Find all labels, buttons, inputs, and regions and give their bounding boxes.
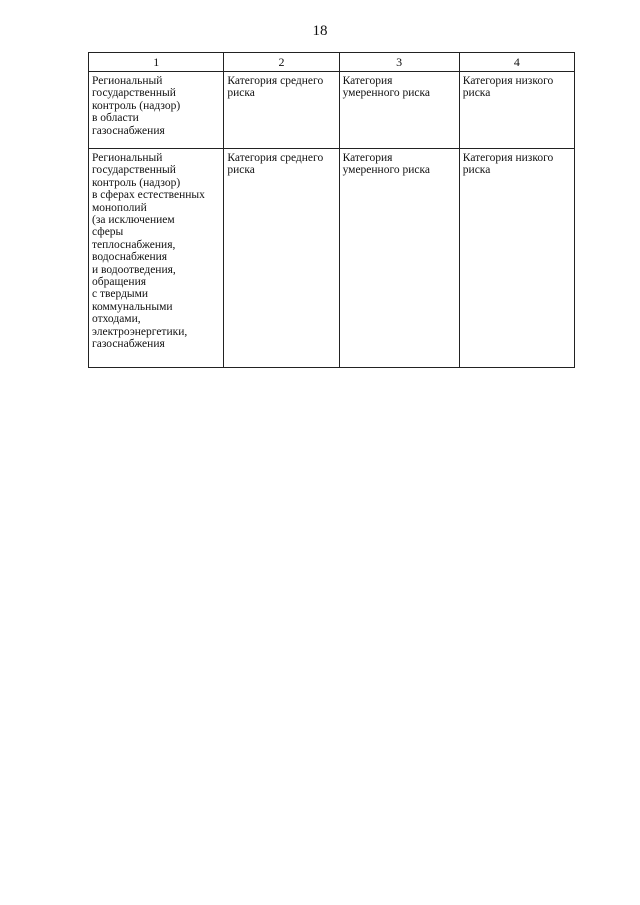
- medium-risk-text: Категория среднего риска: [227, 75, 324, 100]
- control-type-text: Региональный государственный контроль (надзор) в сферах естественных монополий (за исключением сферы теплоснабжения, водоснабжения и водоотведения, обращения с твердыми коммунальными отходами, электроэнергетики, газоснабжения: [92, 152, 205, 351]
- table-row: [89, 149, 575, 368]
- medium-risk-cell: [224, 72, 339, 149]
- control-type-cell: [89, 72, 224, 149]
- column-header-2: 2: [224, 53, 339, 72]
- moderate-risk-text: Категория умеренного риска: [342, 75, 431, 100]
- column-header-3: 3: [339, 53, 459, 72]
- low-risk-text: Категория низкого риска: [462, 152, 554, 177]
- table-header-row: [89, 53, 575, 72]
- low-risk-text: Категория низкого риска: [462, 75, 554, 100]
- medium-risk-text: Категория среднего риска: [227, 152, 324, 177]
- low-risk-cell: [459, 72, 574, 149]
- medium-risk-cell: [224, 149, 339, 368]
- control-type-text: Региональный государственный контроль (надзор) в области газоснабжения: [92, 75, 181, 137]
- column-header-4: 4: [459, 53, 574, 72]
- moderate-risk-text: Категория умеренного риска: [342, 152, 431, 177]
- control-type-cell: [89, 149, 224, 368]
- low-risk-cell: [459, 149, 574, 368]
- moderate-risk-cell: [339, 72, 459, 149]
- page-number: 18: [312, 23, 328, 39]
- moderate-risk-cell: [339, 149, 459, 368]
- table-row: [89, 72, 575, 149]
- risk-category-table: [88, 52, 575, 368]
- column-header-1: 1: [89, 53, 224, 72]
